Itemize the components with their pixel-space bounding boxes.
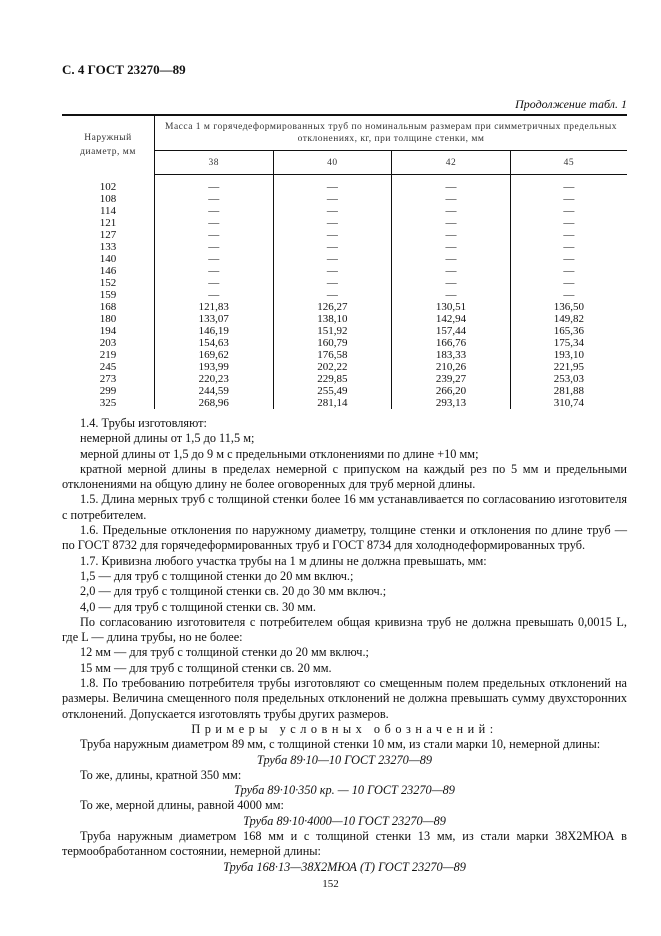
- mass-cell: 160,79: [273, 337, 392, 349]
- mass-cell: 281,14: [273, 397, 392, 409]
- mass-cell: 121,83: [155, 301, 274, 313]
- table-row: [62, 277, 627, 289]
- diameter-cell: 108: [62, 193, 155, 205]
- mass-cell: 202,22: [273, 361, 392, 373]
- mass-cell: —: [273, 229, 392, 241]
- mass-cell: 126,27: [273, 301, 392, 313]
- paragraph: 1.8. По требованию потребителя трубы изготовляют со смещенным полем предельных отклонений на размеры. Величина смещенного поля предельных отклонений не должна превышать сумму двухсторонних отклонений. Допускается изготовлять трубы других размеров.: [62, 676, 627, 721]
- pipe-mass-table: [62, 114, 627, 409]
- table-row: [62, 313, 627, 325]
- mass-cell: —: [155, 289, 274, 301]
- paragraph: немерной длины от 1,5 до 11,5 м;: [80, 431, 255, 446]
- mass-cell: —: [155, 277, 274, 289]
- mass-cell: 169,62: [155, 349, 274, 361]
- mass-cell: 175,34: [553, 337, 585, 349]
- mass-cell: 193,99: [155, 361, 274, 373]
- mass-cell: 142,94: [392, 313, 511, 325]
- diameter-cell: 194: [62, 325, 155, 337]
- mass-cell: 146,19: [155, 325, 274, 337]
- mass-cell: —: [563, 229, 575, 241]
- mass-cell: 255,49: [273, 385, 392, 397]
- table-row: [62, 349, 627, 361]
- document-body: [62, 416, 627, 875]
- paragraph: То же, мерной длины, равной 4000 мм:: [80, 798, 284, 813]
- diameter-cell: 273: [62, 373, 155, 385]
- col-outer-diameter: Наружный диаметр, мм: [62, 115, 155, 175]
- col-thickness: 38: [155, 151, 274, 175]
- mass-cell: 165,36: [553, 325, 585, 337]
- diameter-cell: 121: [62, 217, 155, 229]
- mass-cell: 253,03: [553, 373, 585, 385]
- diameter-cell: 127: [62, 229, 155, 241]
- mass-cell: —: [392, 193, 511, 205]
- paragraph: 1.4. Трубы изготовляют:: [80, 416, 207, 430]
- mass-cell: 157,44: [392, 325, 511, 337]
- mass-cell: 244,59: [155, 385, 274, 397]
- diameter-cell: 146: [62, 265, 155, 277]
- diameter-cell: 245: [62, 361, 155, 373]
- mass-cell: —: [155, 229, 274, 241]
- mass-cell: 310,74: [553, 397, 585, 409]
- table-row: [62, 385, 627, 397]
- mass-cell: 133,07: [155, 313, 274, 325]
- mass-cell: —: [273, 193, 392, 205]
- mass-cell: —: [392, 253, 511, 265]
- table-row: [62, 175, 627, 194]
- table-continuation-label: Продолжение табл. 1: [515, 97, 627, 111]
- table-row: [62, 193, 627, 205]
- mass-cell: 220,23: [155, 373, 274, 385]
- mass-cell: —: [563, 289, 575, 301]
- diameter-cell: 219: [62, 349, 155, 361]
- mass-cell: —: [273, 265, 392, 277]
- mass-cell: —: [392, 277, 511, 289]
- table-row: [62, 289, 627, 301]
- mass-cell: —: [563, 193, 575, 205]
- mass-cell: 229,85: [273, 373, 392, 385]
- mass-cell: —: [273, 289, 392, 301]
- designation-example: Труба 89·10·350 кр. — 10 ГОСТ 23270—89: [234, 783, 455, 798]
- col-thickness: 42: [392, 151, 511, 175]
- paragraph: 1.5. Длина мерных труб с толщиной стенки более 16 мм устанавливается по согласованию изготовителя с потребителем.: [62, 492, 627, 522]
- diameter-cell: 140: [62, 253, 155, 265]
- mass-cell: —: [392, 241, 511, 253]
- mass-cell: 149,82: [553, 313, 585, 325]
- mass-cell: —: [155, 205, 274, 217]
- table-row: [62, 205, 627, 217]
- mass-cell: —: [273, 175, 392, 194]
- mass-cell: 281,88: [553, 385, 585, 397]
- mass-cell: —: [273, 241, 392, 253]
- diameter-cell: 325: [62, 397, 155, 409]
- table-row: [62, 361, 627, 373]
- paragraph: 1.7. Кривизна любого участка трубы на 1 м длины не должна превышать, мм:: [80, 553, 487, 568]
- designation-example: Труба 168·13—38Х2МЮА (Т) ГОСТ 23270—89: [223, 859, 466, 874]
- table-row: [62, 325, 627, 337]
- mass-cell: —: [155, 175, 274, 194]
- mass-cell: —: [392, 265, 511, 277]
- paragraph: 1,5 — для труб с толщиной стенки до 20 мм включ.;: [80, 568, 354, 583]
- paragraph: 2,0 — для труб с толщиной стенки св. 20 до 30 мм включ.;: [80, 584, 387, 599]
- table-row: [62, 253, 627, 265]
- table-row: [62, 337, 627, 349]
- mass-cell: —: [392, 175, 511, 194]
- col-thickness: 45: [510, 151, 627, 175]
- paragraph: 1.6. Предельные отклонения по наружному диаметру, толщине стенки и отклонения по длине труб — по ГОСТ 8732 для горячедеформированных труб и ГОСТ 8734 для холоднодеформированных труб.: [62, 523, 627, 553]
- mass-cell: 266,20: [392, 385, 511, 397]
- mass-cell: 221,95: [553, 361, 585, 373]
- mass-cell: —: [273, 253, 392, 265]
- mass-cell: 193,10: [553, 349, 585, 361]
- mass-cell: 183,33: [392, 349, 511, 361]
- mass-cell: —: [392, 229, 511, 241]
- mass-cell: —: [563, 253, 575, 265]
- paragraph: кратной мерной длины в пределах немерной с припуском на каждый рез по 5 мм и предельными отклонениями на общую длину не более оговоренных для труб мерной длины.: [62, 461, 627, 492]
- mass-cell: 268,96: [155, 397, 274, 409]
- col-thickness: 40: [273, 151, 392, 175]
- mass-cell: —: [563, 277, 575, 289]
- table-row: [62, 397, 627, 409]
- paragraph: Труба наружным диаметром 89 мм, с толщиной стенки 10 мм, из стали марки 10, немерной длины:: [80, 737, 601, 752]
- mass-cell: —: [155, 241, 274, 253]
- mass-cell: —: [392, 289, 511, 301]
- diameter-cell: 133: [62, 241, 155, 253]
- mass-cell: —: [563, 265, 575, 277]
- mass-cell: 130,51: [392, 301, 511, 313]
- paragraph: Труба наружным диаметром 168 мм и с толщиной стенки 13 мм, из стали марки 38Х2МЮА в термообработанном состоянии, немерной длины:: [62, 829, 627, 859]
- table-row: [62, 229, 627, 241]
- mass-cell: —: [155, 193, 274, 205]
- mass-cell: 151,92: [273, 325, 392, 337]
- paragraph: мерной длины от 1,5 до 9 м с предельными отклонениями по длине +10 мм;: [80, 446, 479, 461]
- col-group-mass: Масса 1 м горячедеформированных труб по номинальным размерам при симметричных предельных отклонениях, кг, при толщине стенки, мм: [155, 115, 628, 151]
- section-heading: Примеры условных обозначений:: [191, 721, 498, 736]
- diameter-cell: 152: [62, 277, 155, 289]
- mass-cell: —: [273, 217, 392, 229]
- paragraph: 12 мм — для труб с толщиной стенки до 20 мм включ.;: [80, 645, 369, 660]
- diameter-cell: 114: [62, 205, 155, 217]
- table-row: [62, 265, 627, 277]
- mass-cell: 138,10: [273, 313, 392, 325]
- designation-example: Труба 89·10—10 ГОСТ 23270—89: [256, 752, 433, 767]
- mass-cell: 166,76: [392, 337, 511, 349]
- mass-cell: —: [563, 205, 575, 217]
- mass-cell: —: [563, 217, 575, 229]
- mass-cell: 176,58: [273, 349, 392, 361]
- mass-cell: —: [155, 265, 274, 277]
- mass-cell: 154,63: [155, 337, 274, 349]
- mass-cell: —: [273, 205, 392, 217]
- table-row: [62, 373, 627, 385]
- mass-cell: —: [155, 217, 274, 229]
- mass-cell: 293,13: [392, 397, 511, 409]
- mass-cell: —: [155, 253, 274, 265]
- diameter-cell: 102: [62, 175, 155, 194]
- diameter-cell: 159: [62, 289, 155, 301]
- diameter-cell: 168: [62, 301, 155, 313]
- mass-cell: —: [392, 217, 511, 229]
- paragraph: 4,0 — для труб с толщиной стенки св. 30 мм.: [80, 599, 316, 614]
- mass-cell: —: [392, 205, 511, 217]
- paragraph: 15 мм — для труб с толщиной стенки св. 20 мм.: [80, 660, 332, 675]
- diameter-cell: 203: [62, 337, 155, 349]
- paragraph: По согласованию изготовителя с потребителем общая кривизна труб не должна превышать 0,0015 L, где L — длина трубы, но не более:: [62, 614, 627, 645]
- table-row: [62, 301, 627, 313]
- mass-cell: 136,50: [553, 301, 585, 313]
- mass-cell: —: [273, 277, 392, 289]
- page-header: С. 4 ГОСТ 23270—89: [62, 62, 186, 77]
- mass-cell: —: [563, 181, 575, 193]
- table-row: [62, 217, 627, 229]
- page-number: 152: [322, 878, 339, 890]
- mass-cell: 210,26: [392, 361, 511, 373]
- table-row: [62, 241, 627, 253]
- designation-example: Труба 89·10·4000—10 ГОСТ 23270—89: [243, 813, 446, 828]
- diameter-cell: 299: [62, 385, 155, 397]
- diameter-cell: 180: [62, 313, 155, 325]
- paragraph: То же, длины, кратной 350 мм:: [80, 767, 242, 782]
- mass-cell: —: [563, 241, 575, 253]
- mass-cell: 239,27: [392, 373, 511, 385]
